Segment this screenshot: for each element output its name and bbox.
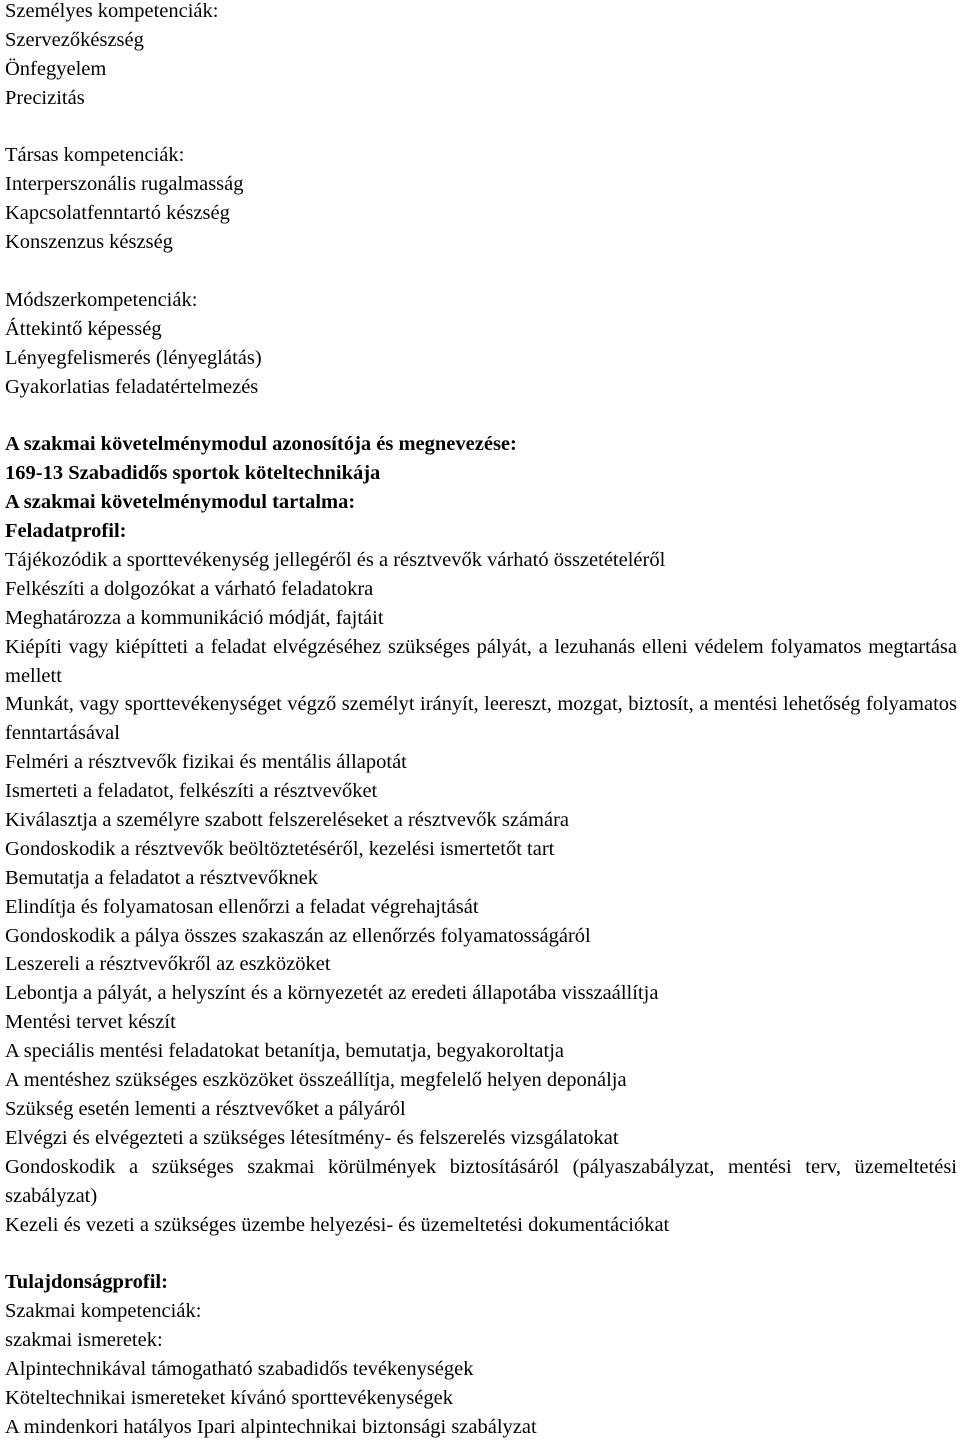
blank-line	[5, 1239, 957, 1268]
task-item: Meghatározza a kommunikáció módját, fajtáit	[5, 606, 384, 629]
task-item: Munkát, vagy sporttevékenységet végző személyt irányít, leereszt, mozgat, biztosít, a mentési lehetőség folyamatos fenntartásával	[5, 693, 957, 745]
task-item: Bemutatja a feladatot a résztvevőknek	[5, 866, 319, 889]
blank-line	[5, 257, 957, 286]
task-item: Elvégzi és elvégezteti a szükséges létesítmény- és felszerelés vizsgálatokat	[5, 1126, 619, 1149]
module-id-label: A szakmai követelménymodul azonosítója és megnevezése:	[5, 433, 517, 456]
task-item: A mentéshez szükséges eszközöket összeállítja, megfelelő helyen deponálja	[5, 1069, 627, 1092]
personal-competencies-heading: Személyes kompetenciák:	[5, 0, 219, 22]
knowledge-item: Alpintechnikával támogatható szabadidős tevékenységek	[5, 1357, 474, 1380]
method-competency-item: Lényegfelismerés (lényeglátás)	[5, 346, 262, 369]
module-id-value: 169-13 Szabadidős sportok köteltechnikája	[5, 462, 381, 485]
task-item: Elindítja és folyamatosan ellenőrzi a feladat végrehajtását	[5, 895, 479, 918]
task-item: Kiválasztja a személyre szabott felszereléseket a résztvevők számára	[5, 809, 570, 831]
module-content-label: A szakmai követelménymodul tartalma:	[5, 491, 356, 514]
method-competency-item: Gyakorlatias feladatértelmezés	[5, 375, 259, 398]
task-profile-label: Feladatprofil:	[5, 520, 127, 543]
task-item: Felkészíti a dolgozókat a várható feladatokra	[5, 577, 374, 600]
task-item: Felméri a résztvevők fizikai és mentális állapotát	[5, 751, 407, 774]
social-competency-item: Interperszonális rugalmasság	[5, 173, 244, 196]
task-item: Leszereli a résztvevőkről az eszközöket	[5, 953, 331, 976]
task-item: A speciális mentési feladatokat betanítja, bemutatja, begyakoroltatja	[5, 1040, 564, 1063]
personal-competency-item: Szervezőkészség	[5, 28, 144, 51]
task-item: Lebontja a pályát, a helyszínt és a környezetét az eredeti állapotába visszaállítja	[5, 982, 659, 1005]
social-competencies-heading: Társas kompetenciák:	[5, 144, 185, 167]
task-item: Gondoskodik a résztvevők beöltöztetéséről, kezelési ismertetőt tart	[5, 837, 555, 860]
task-item: Szükség esetén lementi a résztvevőket a pályáról	[5, 1097, 406, 1120]
knowledge-item: Köteltechnikai ismereteket kívánó sporttevékenységek	[5, 1386, 453, 1409]
knowledge-item: A mindenkori hatályos Ipari alpintechnikai biztonsági szabályzat	[5, 1415, 537, 1438]
task-item: Kiépíti vagy kiépítteti a feladat elvégzéséhez szükséges pályát, a lezuhanás elleni védelem folyamatos megtartása mellett	[5, 635, 957, 687]
task-item: Ismerteti a feladatot, felkészíti a résztvevőket	[5, 780, 378, 803]
method-competencies-heading: Módszerkompetenciák:	[5, 288, 198, 311]
task-item: Mentési tervet készít	[5, 1011, 176, 1034]
task-item: Gondoskodik a szükséges szakmai körülmények biztosításáról (pályaszabályzat, mentési terv, üzemeltetési szabályzat)	[5, 1155, 957, 1207]
knowledge-label: szakmai ismeretek:	[5, 1329, 163, 1352]
personal-competency-item: Precizitás	[5, 86, 85, 109]
blank-line	[5, 401, 957, 430]
social-competency-item: Konszenzus készség	[5, 231, 173, 254]
method-competency-item: Áttekintő képesség	[5, 317, 162, 340]
property-profile-heading: Tulajdonságprofil:	[5, 1271, 168, 1294]
task-item: Gondoskodik a pálya összes szakaszán az ellenőrzés folyamatosságáról	[5, 924, 591, 947]
task-item: Tájékozódik a sporttevékenység jellegéről és a résztvevők várható összetételéről	[5, 548, 666, 571]
social-competency-item: Kapcsolatfenntartó készség	[5, 202, 230, 225]
personal-competency-item: Önfegyelem	[5, 57, 107, 80]
professional-competencies-label: Szakmai kompetenciák:	[5, 1300, 202, 1323]
blank-line	[5, 113, 957, 142]
document-page	[5, 0, 957, 1442]
task-item: Kezeli és vezeti a szükséges üzembe helyezési- és üzemeltetési dokumentációkat	[5, 1213, 670, 1236]
